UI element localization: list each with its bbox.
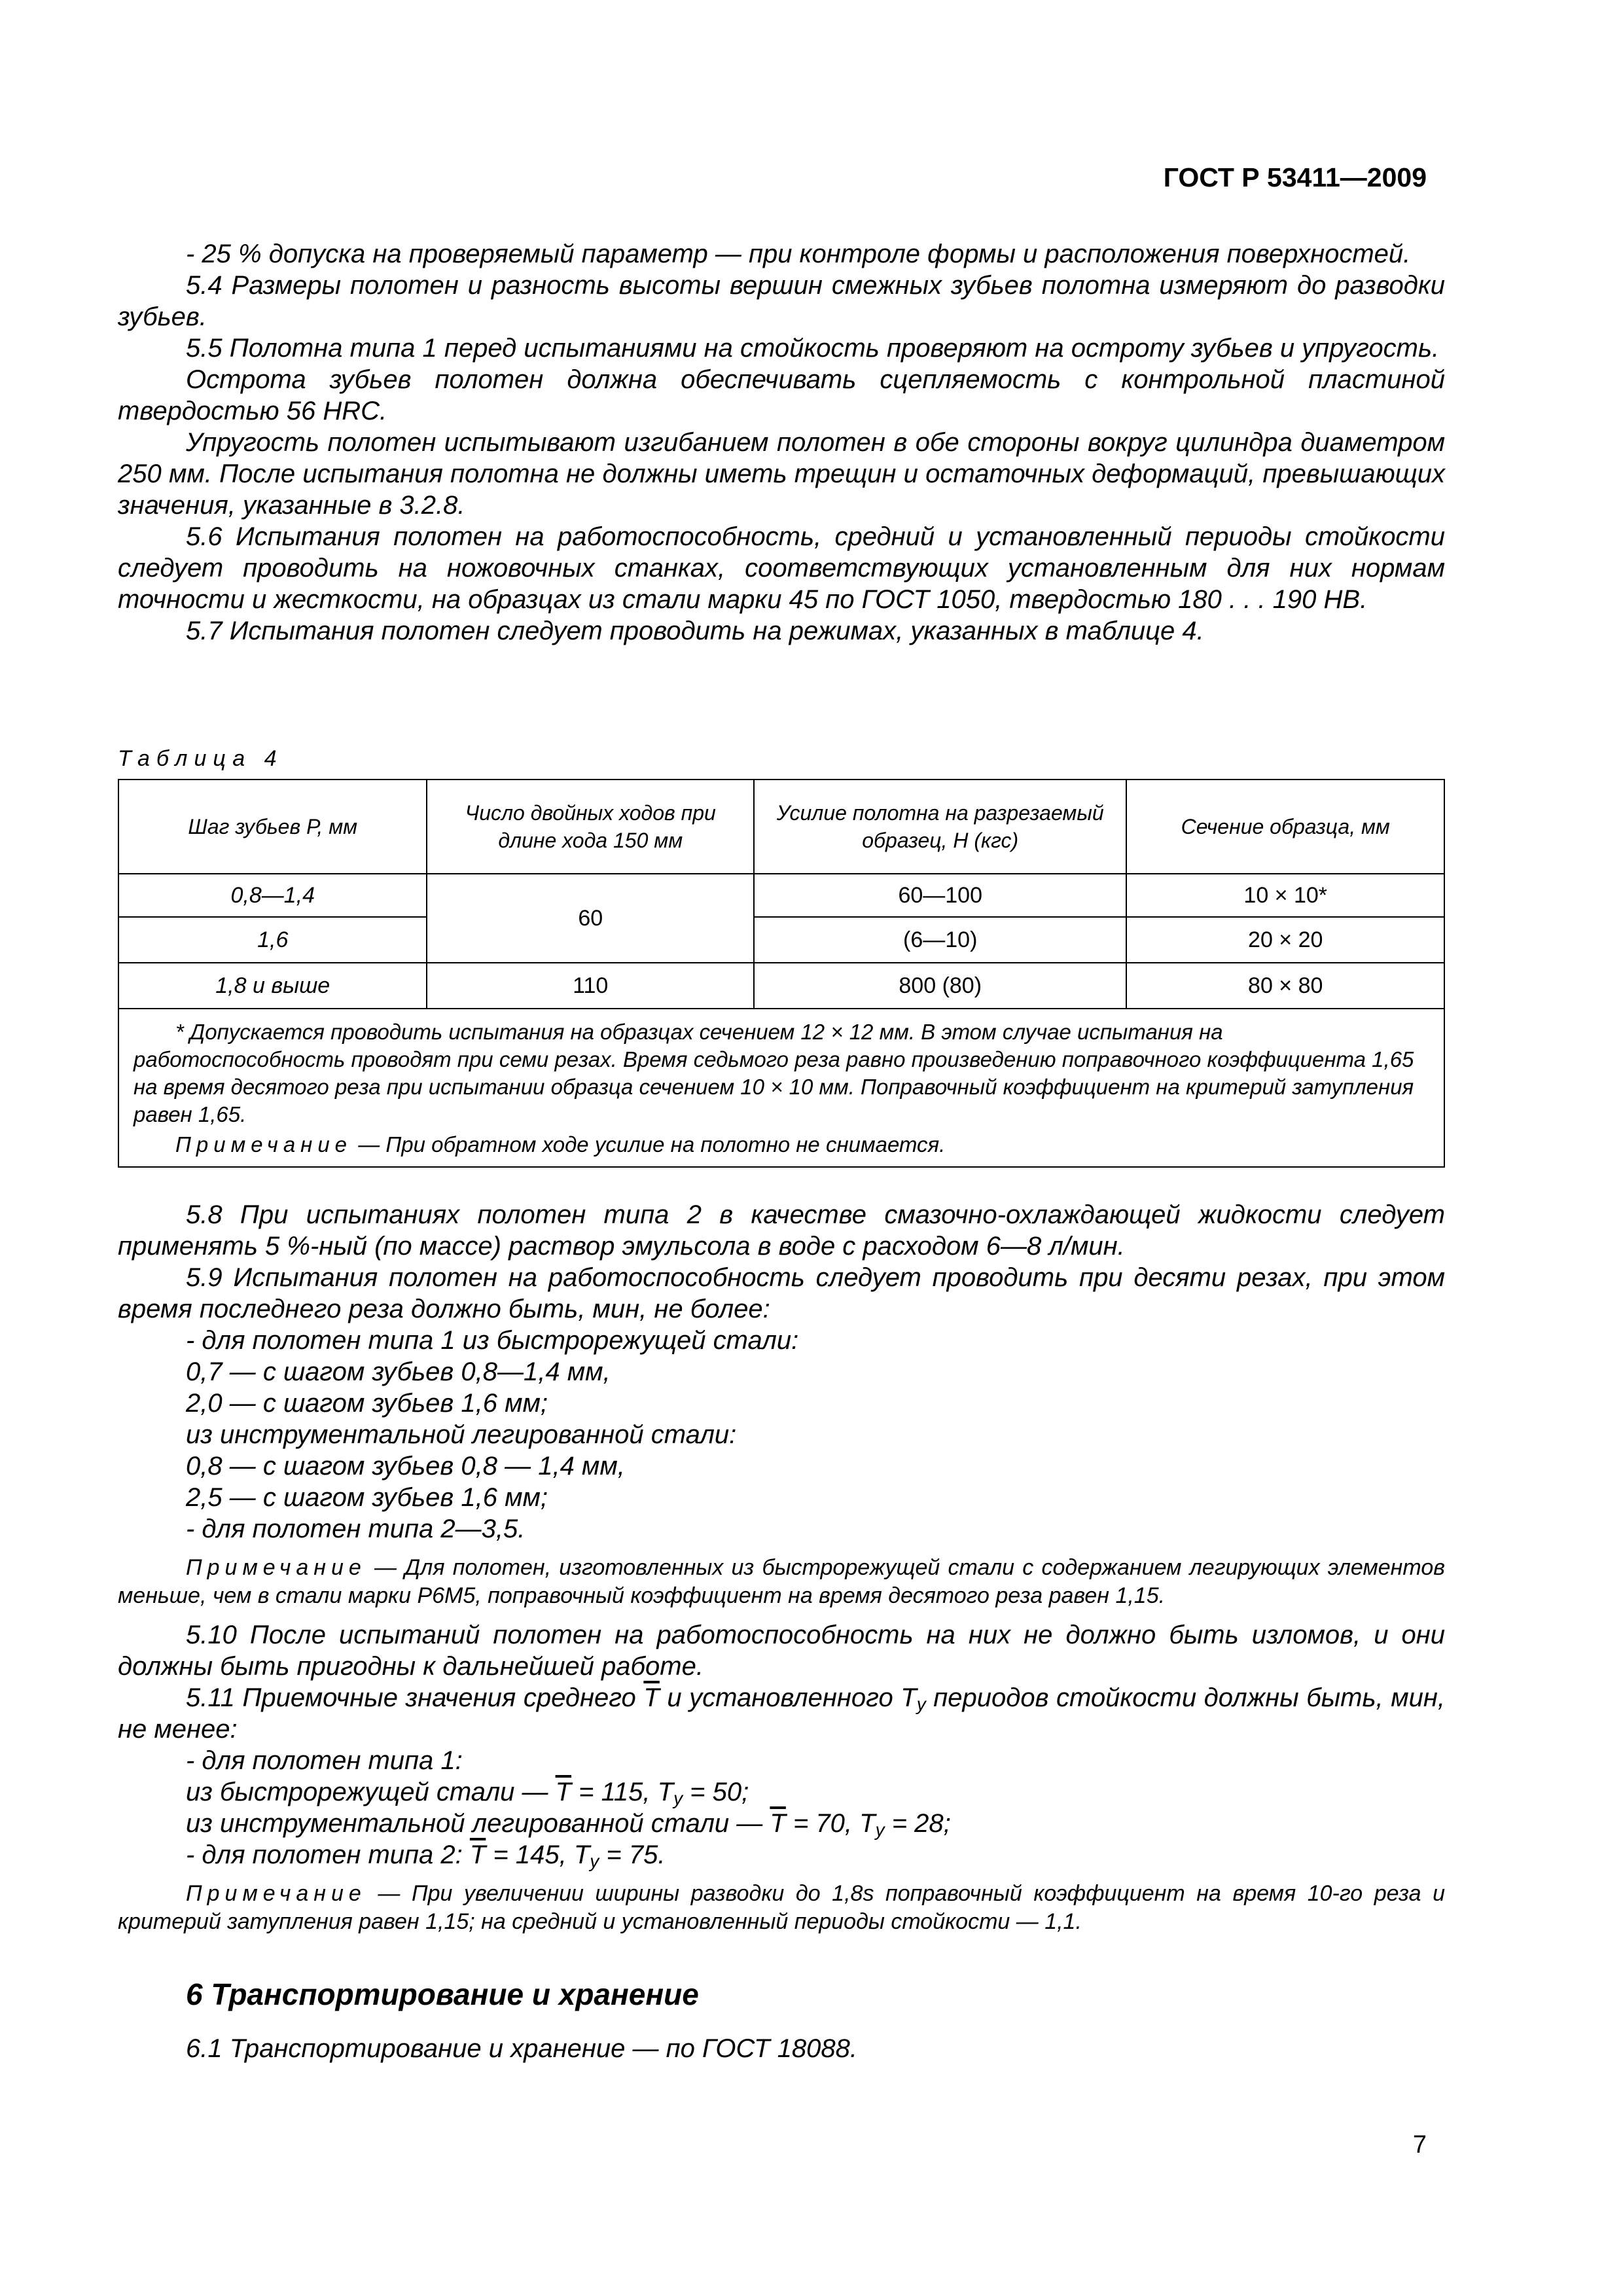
paragraph-5-11: [118, 1682, 1445, 1745]
subscript-y: y: [590, 1851, 599, 1871]
table-4: [118, 779, 1445, 1168]
paragraph-5-5: 5.5 Полотна типа 1 перед испытаниями на стойкость проверяют на остроту зубьев и упругость.: [186, 334, 1440, 363]
note-text: — При обратном ходе усилие на полотно не снимается.: [352, 1132, 946, 1157]
table-row: [118, 963, 1444, 1009]
list-item: - для полотен типа 2—3,5.: [186, 1515, 526, 1543]
note-label: Примечание: [186, 1881, 366, 1906]
table-cell: 20 × 20: [1126, 917, 1444, 963]
paragraph-5-7: 5.7 Испытания полотен следует проводить на режимах, указанных в таблице 4.: [186, 617, 1204, 645]
paragraph-5-9: 5.9 Испытания полотен на работоспособность следует проводить при десяти резах, при этом время последнего реза должно быть, мин, не более:: [118, 1263, 1445, 1323]
table-cell: (6—10): [754, 917, 1126, 963]
table-footnote-cell: [118, 1009, 1444, 1167]
text-run: = 50;: [683, 1778, 749, 1806]
note-5-11: [118, 1880, 1445, 1936]
section-6-heading: 6 Транспортирование и хранение: [186, 1977, 699, 2011]
text-run: = 70, T: [785, 1809, 876, 1838]
table-row: [118, 874, 1444, 917]
list-item: 2,0 — с шагом зубьев 1,6 мм;: [186, 1389, 548, 1418]
note-label: Примечание: [175, 1132, 353, 1157]
table-cell: 1,8 и выше: [118, 963, 427, 1009]
list-item: [118, 1808, 1445, 1839]
note-text: — При увеличении ширины разводки до 1,8s поправочный коэффициент на время 10-го реза и критерий затупления равен 1,15; на средний и установленный периоды стойкости — 1,1.: [118, 1881, 1445, 1934]
paragraph-tolerance: - 25 % допуска на проверяемый параметр — при контроле формы и расположения поверхностей.: [186, 240, 1411, 268]
text-run: 5.11 Приемочные значения среднего: [186, 1683, 644, 1712]
list-item: - для полотен типа 1:: [186, 1746, 463, 1775]
list-item: 0,7 — с шагом зубьев 0,8—1,4 мм,: [186, 1357, 611, 1386]
page-number: 7: [1412, 2131, 1427, 2159]
note-label: Примечание: [186, 1555, 366, 1580]
text-run: - для полотен типа 2:: [186, 1840, 470, 1869]
symbol-t-mean: $\overline{T}$: [555, 1778, 572, 1806]
text-run: = 115, T: [571, 1778, 674, 1806]
text-run: и установленного T: [659, 1683, 917, 1712]
table-cell: 60: [427, 874, 753, 963]
table-header-row: [118, 780, 1444, 874]
subscript-y: y: [673, 1788, 683, 1808]
col-header-strokes: Число двойных ходов при длине хода 150 мм: [427, 780, 753, 874]
subscript-y: y: [916, 1694, 926, 1714]
note-text: — Для полотен, изготовленных из быстрорежущей стали с содержанием легирующих элементов меньше, чем в стали марки Р6М5, поправочный коэффициент на время десятого реза равен 1,15.: [118, 1555, 1445, 1608]
paragraph-5-8: 5.8 При испытаниях полотен типа 2 в качестве смазочно-охлаждающей жидкости следует применять 5 %-ный (по массе) раствор эмульсола в воде с расходом 6—8 л/мин.: [118, 1200, 1445, 1261]
table-cell: 60—100: [754, 874, 1126, 917]
table-footnote-row: [118, 1009, 1444, 1167]
table-cell: 10 × 10*: [1126, 874, 1444, 917]
table-cell: 110: [427, 963, 753, 1009]
table-cell: 80 × 80: [1126, 963, 1444, 1009]
text-run: периодов стойкости должны быть, мин, не менее:: [118, 1683, 1445, 1744]
table-cell: 1,6: [118, 917, 427, 963]
table-row: [118, 917, 1444, 963]
list-item: из инструментальной легированной стали:: [186, 1420, 737, 1449]
note-5-9: [118, 1554, 1445, 1610]
list-item: [118, 1839, 1445, 1871]
paragraph-elasticity: Упругость полотен испытывают изгибанием полотен в обе стороны вокруг цилиндра диаметром 250 мм. После испытания полотна не должны иметь трещин и остаточных деформаций, превышающих значения, указанные в 3.2.8.: [118, 428, 1445, 520]
text-block-middle: [118, 1199, 1445, 1936]
subscript-y: y: [875, 1820, 885, 1840]
paragraph-5-4: 5.4 Размеры полотен и разность высоты вершин смежных зубьев полотна измеряют до разводки зубьев.: [118, 271, 1445, 331]
table-cell: 0,8—1,4: [118, 874, 427, 917]
symbol-t-mean: $\overline{T}$: [469, 1840, 486, 1869]
table-footnote: * Допускается проводить испытания на образцах сечением 12 × 12 мм. В этом случае испытания на работоспособность проводят при семи резах. Время седьмого реза равно произведению поправочного коэффициента 1,65 на время десятого реза при испытании образца сечением 10 × 10 мм. Поправочный коэффициент на критерий затупления равен 1,65.: [134, 1020, 1414, 1126]
col-header-pitch: Шаг зубьев Р, мм: [118, 780, 427, 874]
list-item: - для полотен типа 1 из быстрорежущей стали:: [186, 1326, 799, 1355]
symbol-t-mean: $\overline{T}$: [643, 1683, 660, 1712]
table-caption: Таблица 4: [118, 746, 283, 771]
text-run: = 28;: [884, 1809, 951, 1838]
text-run: из быстрорежущей стали —: [186, 1778, 556, 1806]
paragraph-5-6: 5.6 Испытания полотен на работоспособность, средний и установленный периоды стойкости следует проводить на ножовочных станках, соответствующих установленным для них нормам точности и жесткости, на образцах из стали марки 45 по ГОСТ 1050, твердостью 180 . . . 190 НВ.: [118, 522, 1445, 614]
list-item: 0,8 — с шагом зубьев 0,8 — 1,4 мм,: [186, 1452, 625, 1480]
text-run: = 75.: [599, 1840, 666, 1869]
table-cell: 800 (80): [754, 963, 1126, 1009]
text-block-top: [118, 238, 1445, 647]
document-header: ГОСТ Р 53411—2009: [1163, 162, 1427, 192]
paragraph-6-1: 6.1 Транспортирование и хранение — по ГОСТ 18088.: [186, 2034, 857, 2063]
symbol-t-mean: $\overline{T}$: [770, 1809, 786, 1838]
list-item: 2,5 — с шагом зубьев 1,6 мм;: [186, 1483, 548, 1512]
text-run: из инструментальной легированной стали —: [186, 1809, 770, 1838]
list-item: [118, 1776, 1445, 1808]
table-note: [134, 1131, 1429, 1158]
col-header-force: Усилие полотна на разрезаемый образец, Н (кгс): [754, 780, 1126, 874]
paragraph-5-10: 5.10 После испытаний полотен на работоспособность на них не должно быть изломов, и они должны быть пригодны к дальнейшей работе.: [118, 1621, 1445, 1681]
col-header-section: Сечение образца, мм: [1126, 780, 1444, 874]
text-run: = 145, T: [486, 1840, 590, 1869]
paragraph-sharpness: Острота зубьев полотен должна обеспечивать сцепляемость с контрольной пластиной твердостью 56 HRC.: [118, 365, 1445, 425]
